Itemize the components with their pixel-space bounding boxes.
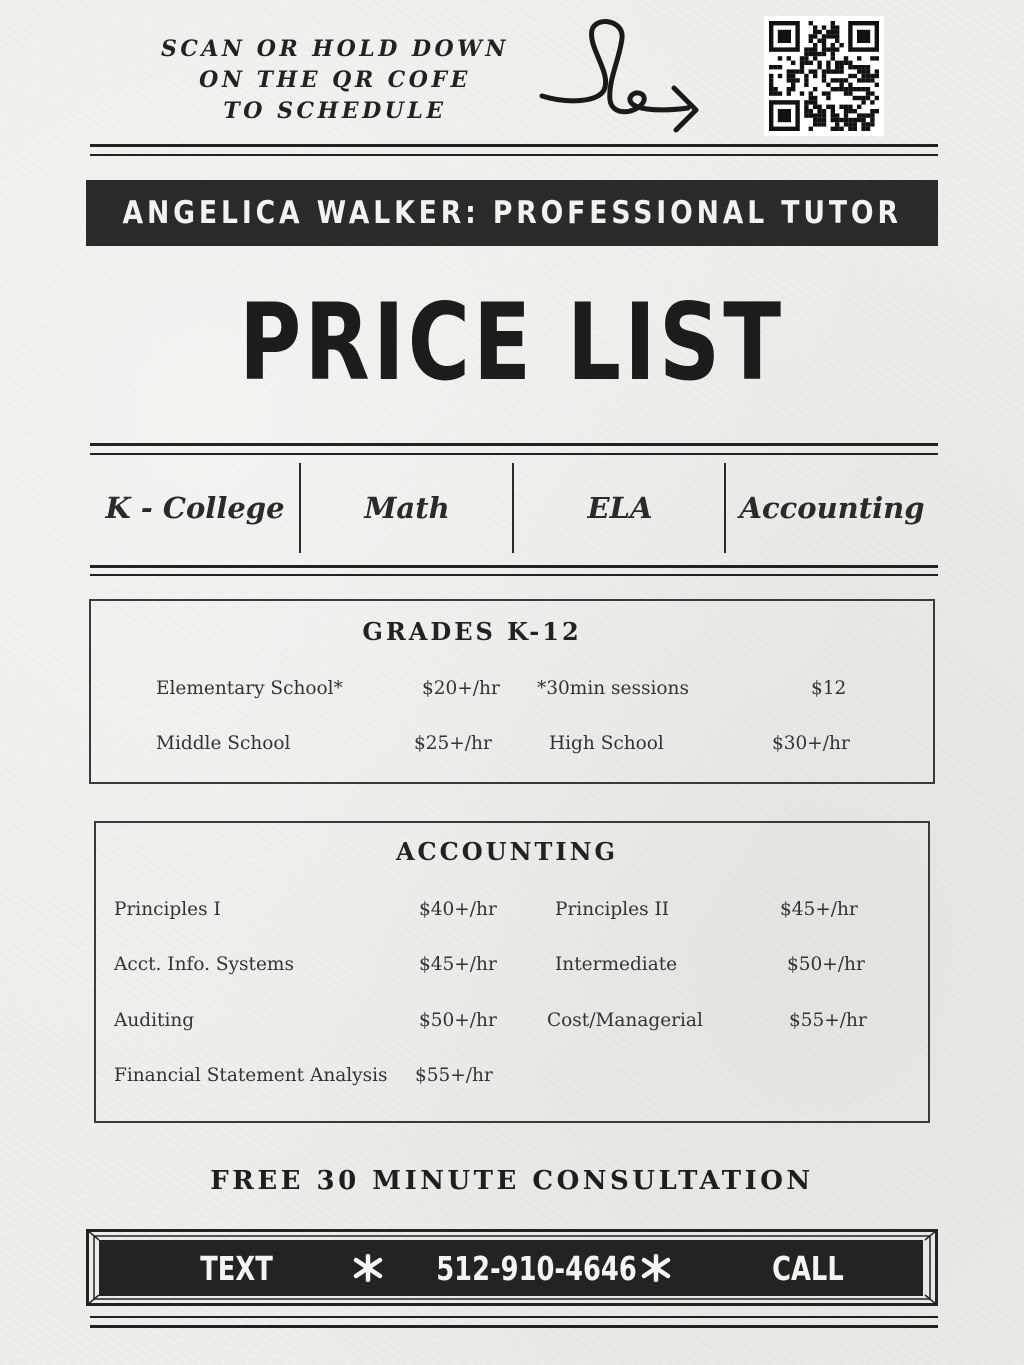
page-title-text: PRICE LIST bbox=[239, 281, 785, 404]
grade-high-label: High School bbox=[549, 733, 664, 754]
tutor-name-banner bbox=[86, 180, 938, 246]
subjects-top-divider-2 bbox=[90, 453, 938, 455]
accounting-title: ACCOUNTING bbox=[395, 837, 619, 866]
subjects-top-divider-1 bbox=[90, 443, 938, 446]
top-divider-1 bbox=[90, 144, 938, 147]
asterisk-icon bbox=[640, 1254, 672, 1282]
acct-principles-2-label: Principles II bbox=[555, 899, 670, 920]
acct-fsa-price: $55+/hr bbox=[415, 1065, 493, 1086]
grade-30min-label: *30min sessions bbox=[537, 678, 689, 699]
acct-principles-1-label: Principles I bbox=[114, 899, 221, 920]
acct-cost-managerial-price: $55+/hr bbox=[789, 1010, 867, 1031]
scan-instructions bbox=[150, 34, 520, 127]
acct-principles-2-price: $45+/hr bbox=[780, 899, 858, 920]
tutor-name: ANGELICA WALKER: PROFESSIONAL TUTOR bbox=[122, 195, 902, 231]
subject-k-college: K - College bbox=[105, 491, 285, 525]
grade-middle-price: $25+/hr bbox=[414, 733, 492, 754]
subjects-bottom-divider-1 bbox=[90, 565, 938, 568]
acct-auditing-label: Auditing bbox=[114, 1010, 195, 1031]
asterisk-icon bbox=[352, 1254, 384, 1282]
arrow-doodle-icon bbox=[538, 18, 708, 136]
subject-math: Math bbox=[364, 491, 450, 525]
acct-info-systems-price: $45+/hr bbox=[419, 954, 497, 975]
acct-principles-1-price: $40+/hr bbox=[419, 899, 497, 920]
free-consultation-heading: FREE 30 MINUTE CONSULTATION bbox=[210, 1166, 814, 1196]
qr-code-icon[interactable] bbox=[764, 16, 884, 136]
text-label[interactable] bbox=[190, 1240, 283, 1296]
subject-accounting: Accounting bbox=[739, 491, 925, 525]
scan-line-1: SCAN OR HOLD DOWN bbox=[160, 36, 510, 62]
page-title bbox=[0, 278, 1024, 408]
acct-info-systems-label: Acct. Info. Systems bbox=[114, 954, 294, 975]
grade-elementary-label: Elementary School* bbox=[156, 678, 343, 699]
phone-number[interactable] bbox=[408, 1240, 665, 1296]
bottom-divider-2 bbox=[90, 1325, 938, 1328]
acct-intermediate-label: Intermediate bbox=[555, 954, 678, 975]
call-label[interactable] bbox=[762, 1240, 854, 1296]
call-label-text: CALL bbox=[772, 1248, 844, 1288]
subjects-bottom-divider-2 bbox=[90, 574, 938, 576]
grade-middle-label: Middle School bbox=[156, 733, 291, 754]
grades-k12-title: GRADES K-12 bbox=[362, 617, 582, 646]
accounting-box bbox=[94, 821, 930, 1123]
phone-number-text: 512-910-4646 bbox=[436, 1248, 637, 1288]
acct-intermediate-price: $50+/hr bbox=[787, 954, 865, 975]
acct-cost-managerial-label: Cost/Managerial bbox=[547, 1010, 703, 1031]
bottom-divider-1 bbox=[90, 1316, 938, 1318]
subjects-row bbox=[90, 463, 938, 553]
scan-line-2: ON THE QR COFE bbox=[199, 67, 471, 93]
grade-high-price: $30+/hr bbox=[772, 733, 850, 754]
acct-fsa-label: Financial Statement Analysis bbox=[114, 1065, 388, 1086]
grade-30min-price: $12 bbox=[811, 678, 847, 699]
grades-k12-box bbox=[89, 599, 935, 784]
subject-ela: ELA bbox=[587, 491, 653, 525]
grade-elementary-price: $20+/hr bbox=[422, 678, 500, 699]
scan-line-3: TO SCHEDULE bbox=[223, 98, 447, 124]
top-divider-2 bbox=[90, 154, 938, 156]
text-label-text: TEXT bbox=[200, 1248, 273, 1288]
acct-auditing-price: $50+/hr bbox=[419, 1010, 497, 1031]
